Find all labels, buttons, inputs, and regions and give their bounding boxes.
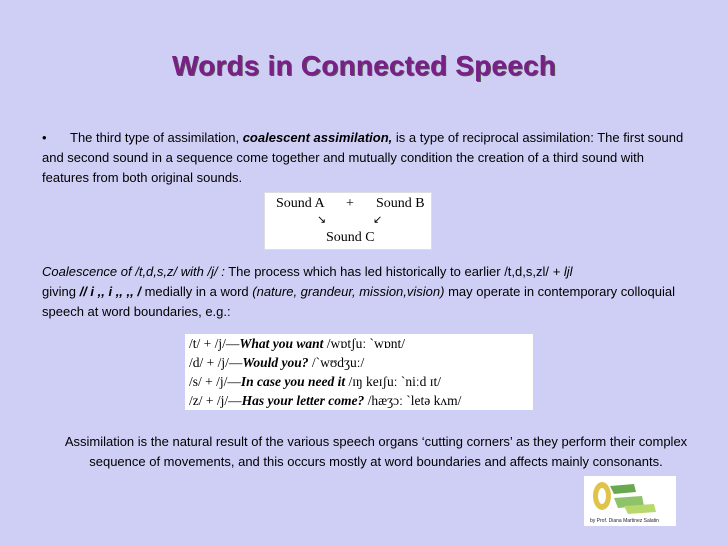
- coalescence-heading: Coalescence of /t,d,s,z/ with /j/ :: [42, 264, 225, 279]
- example-words: (nature, grandeur, mission,vision): [252, 284, 445, 299]
- giving-label: giving: [42, 284, 80, 299]
- example-pre: /t/ + /j/—: [189, 336, 240, 351]
- example-line: [189, 372, 533, 391]
- plus-sign: +: [346, 196, 354, 211]
- example-phrase: Has your letter come?: [241, 393, 365, 408]
- sound-b-label: Sound B: [376, 196, 425, 211]
- example-line: [189, 334, 533, 353]
- example-pre: /d/ + /j/—: [189, 355, 243, 370]
- assimilation-summary: Assimilation is the natural result of the various speech organs ‘cutting corners’ as they perform their complex sequence of movements, and this occurs mostly at word boundaries and affects mainly consonants.: [64, 434, 688, 469]
- example-transcription: /wɒtʃuː ˋwɒnt/: [323, 336, 406, 351]
- example-phrase: Would you?: [242, 355, 309, 370]
- example-phrase: In case you need it: [240, 374, 346, 389]
- bullet-icon: •: [42, 130, 47, 145]
- para2-text1: The process which has led historically to earlier /t,d,s,zl/: [224, 264, 553, 279]
- arrow-down-left-icon: ↙: [373, 214, 383, 226]
- e-elt-logo: [584, 476, 676, 526]
- example-pre: /s/ + /j/—: [189, 374, 241, 389]
- coalescence-paragraph: [42, 262, 692, 322]
- arrow-down-right-icon: ↘: [317, 214, 327, 226]
- example-line: [189, 353, 533, 372]
- sound-c-label: Sound C: [326, 230, 375, 245]
- slide-title: Words in Connected Speech: [171, 50, 557, 81]
- para1-post: is a type of reciprocal assimilation: The first sound and second sound in a sequence come together and mutually condition the creation of a third sound with features from both original sounds.: [42, 130, 684, 185]
- example-transcription: /ˋwʊdʒuː/: [308, 355, 365, 370]
- example-phrase: What you want: [239, 336, 324, 351]
- logo-caption: by Prof. Diana Martinez Salatin: [590, 518, 659, 524]
- sound-a-label: Sound A: [276, 196, 325, 211]
- para2-text3: may operate in contemporary colloquial speech at word boundaries, e.g.:: [42, 284, 675, 319]
- para1-pre: The third type of assimilation,: [70, 130, 243, 145]
- examples-image: [185, 334, 533, 410]
- example-transcription: /ɪŋ keɪʃuː ˋniːd ɪt/: [345, 374, 442, 389]
- phonetic-symbols: // i ,, i ,, ,, /: [79, 284, 141, 299]
- para2-text2: medially in a word: [140, 284, 253, 299]
- example-pre: /z/ + /j/—: [189, 393, 242, 408]
- plus-j: + ljl: [552, 264, 573, 279]
- example-line: [189, 391, 533, 410]
- para1-emphasis: coalescent assimilation,: [242, 130, 393, 145]
- example-transcription: /hæʒɔː ˋletə kʌm/: [364, 393, 462, 408]
- sound-diagram-image: [264, 192, 432, 250]
- assimilation-paragraph: [42, 128, 692, 188]
